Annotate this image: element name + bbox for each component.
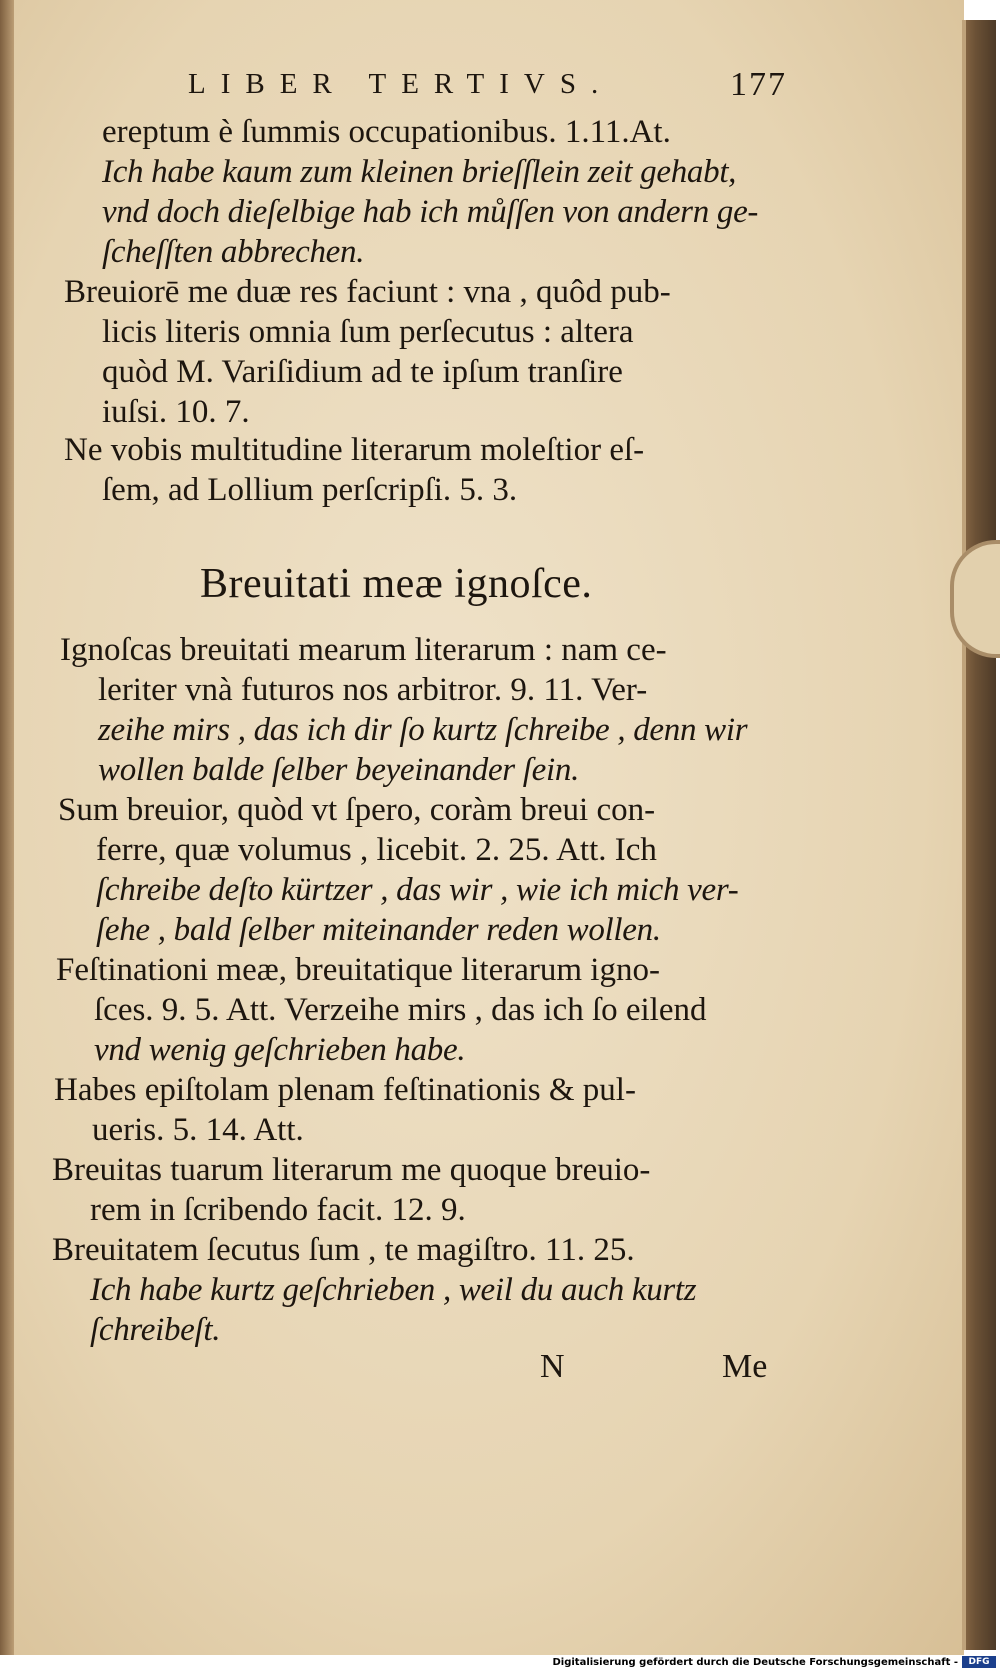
page-number: 177 <box>730 66 787 103</box>
text-line: iuſsi. 10. 7. <box>102 394 250 430</box>
section-heading: Breuitati meæ ignoſce. <box>200 561 593 607</box>
text-line: Ignoſcas breuitati mearum literarum : nam ce- <box>60 632 667 668</box>
text-line: Ich habe kurtz geſchrieben , weil du auch kurtz <box>90 1272 697 1308</box>
digitization-footer <box>0 1655 1000 1670</box>
text-line: Ich habe kaum zum kleinen brieſſlein zeit gehabt, <box>102 154 737 190</box>
text-line: licis literis omnia ſum perſecutus : altera <box>102 314 634 350</box>
dfg-logo: DFG <box>962 1656 996 1668</box>
text-line: ueris. 5. 14. Att. <box>92 1112 304 1148</box>
text-line: wollen balde ſelber beyeinander ſein. <box>98 752 580 788</box>
text-line: Ne vobis multitudine literarum moleſtior eſ- <box>64 432 645 468</box>
text-line: ferre, quæ volumus , licebit. 2. 25. Att. Ich <box>96 832 657 868</box>
text-line: quòd M. Variſidium ad te ipſum tranſire <box>102 354 623 390</box>
text-line: zeihe mirs , das ich dir ſo kurtz ſchreibe , denn wir <box>98 712 748 748</box>
text-line: Breuiorē me duæ res faciunt : vna , quôd pub- <box>64 274 671 310</box>
text-line: ſchreibe deſto kürtzer , das wir , wie ich mich ver- <box>96 872 739 908</box>
running-head: LIBER TERTIVS. <box>188 68 614 100</box>
signature-mark: N <box>540 1348 565 1385</box>
text-line: Sum breuior, quòd vt ſpero, coràm breui con- <box>58 792 656 828</box>
text-line: ſces. 9. 5. Att. Verzeihe mirs , das ich ſo eilend <box>94 992 707 1028</box>
footer-credit: Digitalisierung gefördert durch die Deutsche Forschungsgemeinschaft - <box>552 1657 958 1668</box>
text-line: Breuitas tuarum literarum me quoque breuio- <box>52 1152 651 1188</box>
catchword: Me <box>722 1348 768 1385</box>
text-line: ſchreibeſt. <box>90 1312 221 1348</box>
text-line: vnd wenig geſchrieben habe. <box>94 1032 466 1068</box>
text-line: rem in ſcribendo facit. 12. 9. <box>90 1192 466 1228</box>
text-line: Habes epiſtolam plenam feſtinationis & pul- <box>54 1072 636 1108</box>
text-line: vnd doch dieſelbige hab ich můſſen von andern ge- <box>102 194 759 230</box>
text-line: ſem, ad Lollium perſcripſi. 5. 3. <box>102 472 518 508</box>
text-line: ſehe , bald ſelber miteinander reden wollen. <box>96 912 661 948</box>
text-line: Breuitatem ſecutus ſum , te magiſtro. 11. 25. <box>52 1232 635 1268</box>
text-line: ereptum è ſummis occupationibus. 1.11.At. <box>102 114 671 150</box>
text-line: Feſtinationi meæ, breuitatique literarum igno- <box>56 952 660 988</box>
text-line: ſcheſſten abbrechen. <box>102 234 365 270</box>
text-line: leriter vnà futuros nos arbitror. 9. 11. Ver- <box>98 672 648 708</box>
